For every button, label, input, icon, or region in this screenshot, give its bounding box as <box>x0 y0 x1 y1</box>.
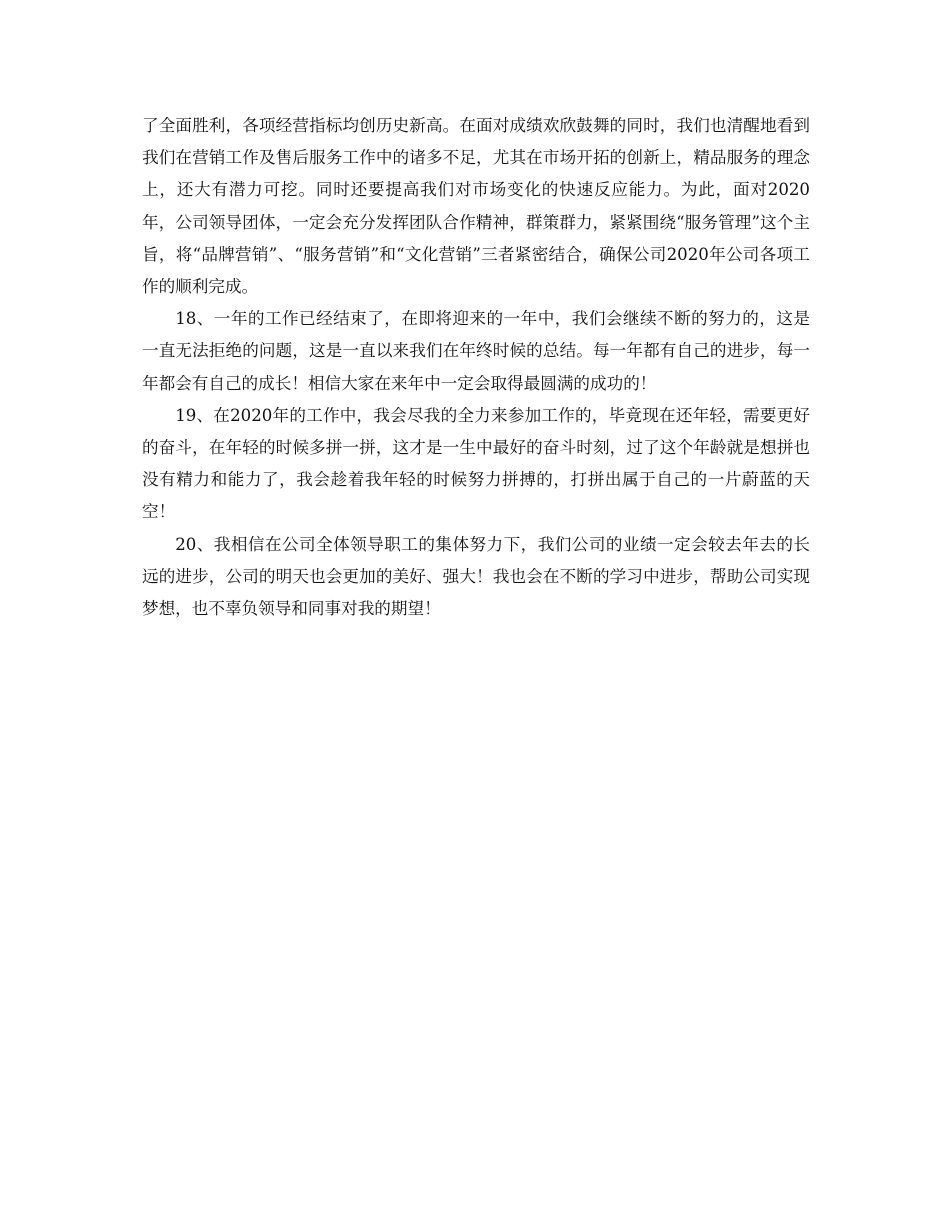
paragraph-18: 18、一年的工作已经结束了，在即将迎来的一年中，我们会继续不断的努力的，这是一直无法拒绝的问题，这是一直以来我们在年终时候的总结。每一年都有自己的进步，每一年都会有自己的成长！相信大家在来年中一定会取得最圆满的成功的！ <box>142 309 810 393</box>
paragraph-20: 20、我相信在公司全体领导职工的集体努力下，我们公司的业绩一定会较去年去的长远的进步，公司的明天也会更加的美好、强大！我也会在不断的学习中进步，帮助公司实现梦想，也不辜负领导和同事对我的期望！ <box>142 534 810 619</box>
document-body <box>142 110 810 625</box>
paragraph-19: 19、在2020年的工作中，我会尽我的全力来参加工作的，毕竟现在还年轻，需要更好的奋斗，在年轻的时候多拼一拼，这才是一生中最好的奋斗时刻，过了这个年龄就是想拼也没有精力和能力了，我会趁着我年轻的时候努力拼搏的，打拼出属于自己的一片蔚蓝的天空！ <box>142 405 810 522</box>
paragraph-continuation: 了全面胜利，各项经营指标均创历史新高。在面对成绩欢欣鼓舞的同时，我们也清醒地看到我们在营销工作及售后服务工作中的诸多不足，尤其在市场开拓的创新上，精品服务的理念上，还大有潜力可挖。同时还要提高我们对市场变化的快速反应能力。为此，面对2020年，公司领导团体，一定会充分发挥团队合作精神，群策群力，紧紧围绕“服务管理”这个主旨，将“品牌营销”、“服务营销”和“文化营销”三者紧密结合，确保公司2020年公司各项工作的顺利完成。 <box>142 116 810 297</box>
